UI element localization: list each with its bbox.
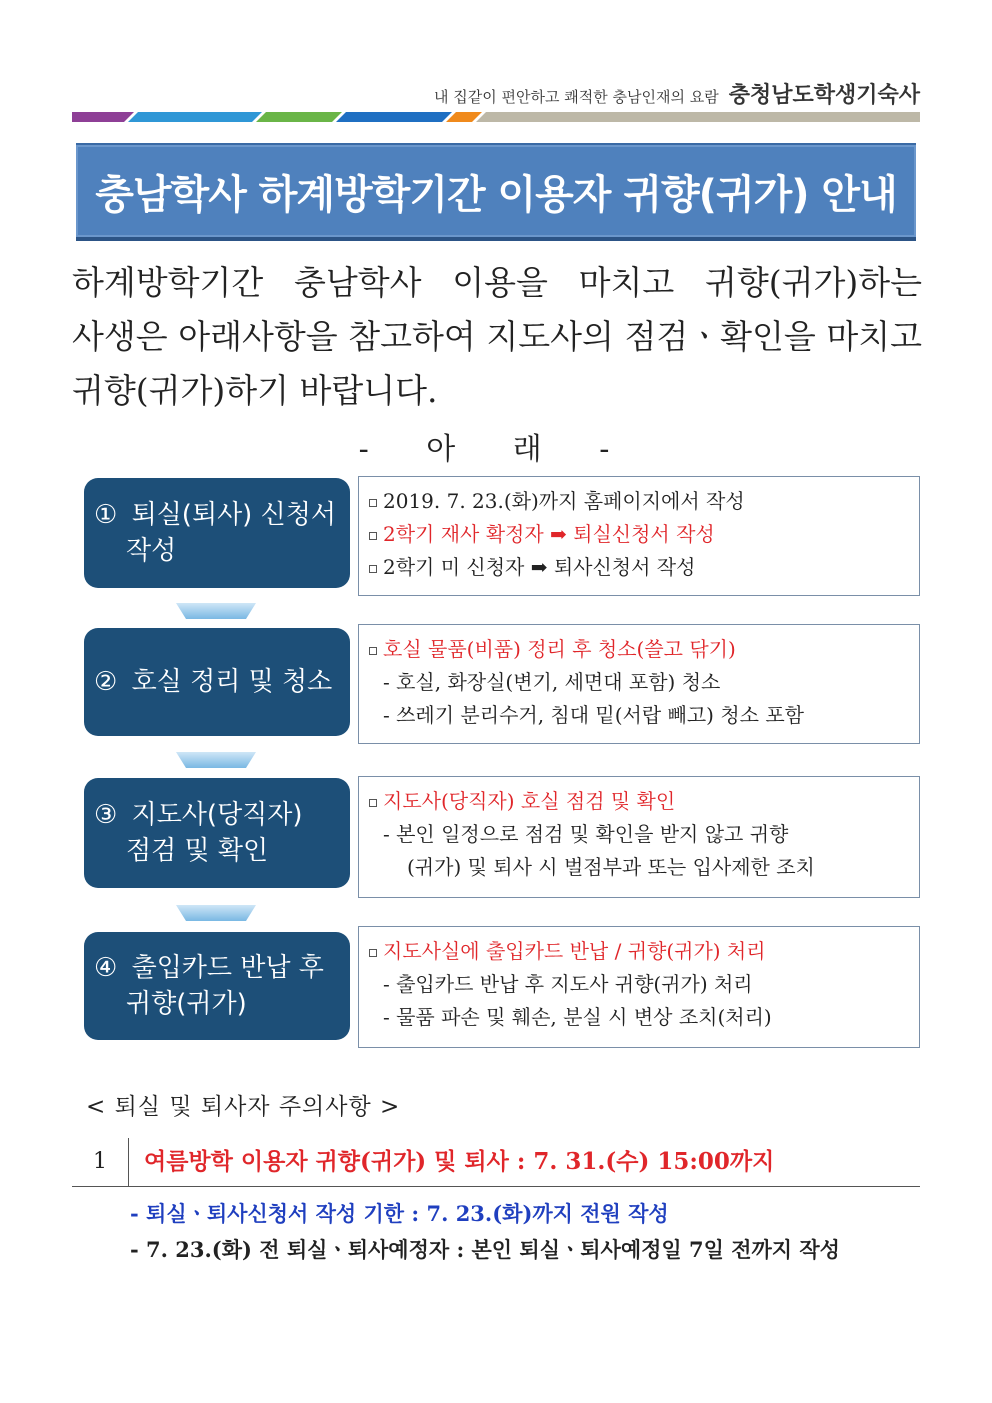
header-org-name: 충청남도학생기숙사: [728, 83, 920, 108]
step-1-detail-2: 2학기 재사 확정자 ➡ 퇴실신청서 작성: [369, 518, 919, 551]
stripe-segment-blue: [336, 112, 452, 122]
header-color-stripe: [72, 112, 920, 122]
step-3-detail-1: 지도사(당직자) 호실 점검 및 확인: [369, 785, 919, 818]
step-1-detail-3: 2학기 미 신청자 ➡ 퇴사신청서 작성: [369, 551, 919, 584]
step-1-number: ①: [94, 500, 118, 530]
note-item-number: 1: [93, 1149, 107, 1174]
note-item-1: [72, 1138, 920, 1187]
note-divider: [128, 1138, 129, 1186]
flow-connector-icon: [176, 752, 256, 768]
title-banner: [76, 143, 916, 241]
page-title: 충남학사 하계방학기간 이용자 귀향(귀가) 안내: [95, 171, 897, 218]
square-bullet-icon: [369, 949, 377, 957]
notes-title: < 퇴실 및 퇴사자 주의사항 >: [86, 1094, 401, 1120]
step-2-detail-2: - 호실, 화장실(변기, 세면대 포함) 청소: [383, 670, 721, 694]
flow-connector-icon: [176, 905, 256, 921]
step-1-detail-1: 2019. 7. 23.(화)까지 홈페이지에서 작성: [369, 485, 919, 518]
square-bullet-icon: [369, 565, 377, 573]
step-4-box: [84, 932, 350, 1040]
stripe-segment-purple: [72, 112, 134, 122]
step-3-detail-2: - 본인 일정으로 점검 및 확인을 받지 않고 귀향: [383, 822, 789, 846]
header-slogan: 내 집같이 편안하고 쾌적한 충남인재의 요람: [434, 88, 719, 106]
note-sub-2: - 7. 23.(화) 전 퇴실ㆍ퇴사예정자 : 본인 퇴실ㆍ퇴사예정일 7일 전까지 작성: [130, 1237, 840, 1262]
step-2-detail-3: - 쓰레기 분리수거, 침대 밑(서랍 빼고) 청소 포함: [383, 703, 804, 727]
step-4-number: ④: [94, 953, 118, 983]
note-item-text: 여름방학 이용자 귀향(귀가) 및 퇴사 : 7. 31.(수) 15:00까지: [144, 1148, 775, 1175]
step-1-label: 퇴실(퇴사) 신청서: [131, 500, 336, 530]
intro-line-3: 귀향(귀가)하기 바랍니다.: [72, 371, 438, 410]
step-3-details: [358, 776, 920, 898]
step-4-detail-2: - 출입카드 반납 후 지도사 귀향(귀가) 처리: [383, 972, 753, 996]
square-bullet-icon: [369, 499, 377, 507]
square-bullet-icon: [369, 647, 377, 655]
step-2-label: 호실 정리 및 청소: [131, 667, 333, 697]
step-4-details: [358, 926, 920, 1048]
step-4-label-line2: 귀향(귀가): [126, 989, 247, 1019]
intro-paragraph: [72, 256, 922, 418]
step-2-detail-1: 호실 물품(비품) 정리 후 청소(쓸고 닦기): [369, 633, 919, 666]
step-3-label: 지도사(당직자): [131, 800, 303, 830]
step-2-number: ②: [94, 667, 118, 697]
square-bullet-icon: [369, 799, 377, 807]
flow-connector-icon: [176, 603, 256, 619]
step-1-box: [84, 478, 350, 588]
stripe-segment-lightblue: [128, 112, 262, 122]
step-3-box: [84, 778, 350, 888]
stripe-segment-green: [256, 112, 342, 122]
step-4-detail-1: 지도사실에 출입카드 반납 / 귀향(귀가) 처리: [369, 935, 919, 968]
step-3-number: ③: [94, 800, 118, 830]
step-3-detail-3: (귀가) 및 퇴사 시 벌점부과 또는 입사제한 조치: [407, 855, 815, 879]
step-3-label-line2: 점검 및 확인: [126, 836, 269, 866]
step-2-details: [358, 624, 920, 744]
intro-line-2: 사생은 아래사항을 참고하여 지도사의 점검ㆍ확인을 마치고: [72, 317, 922, 356]
square-bullet-icon: [369, 532, 377, 540]
intro-line-1: 하계방학기간 충남학사 이용을 마치고 귀향(귀가)하는: [72, 263, 922, 302]
step-1-details: [358, 476, 920, 596]
document-header: [434, 78, 920, 109]
note-sub-1: - 퇴실ㆍ퇴사신청서 작성 기한 : 7. 23.(화)까지 전원 작성: [130, 1201, 669, 1226]
section-heading-below: - 아 래 -: [358, 432, 634, 467]
step-2-box: [84, 628, 350, 736]
step-4-label: 출입카드 반납 후: [131, 953, 324, 983]
stripe-segment-gray: [476, 112, 920, 122]
stripe-segment-orange: [446, 112, 482, 122]
step-4-detail-3: - 물품 파손 및 훼손, 분실 시 변상 조치(처리): [383, 1005, 772, 1029]
step-1-label-line2: 작성: [126, 536, 177, 566]
